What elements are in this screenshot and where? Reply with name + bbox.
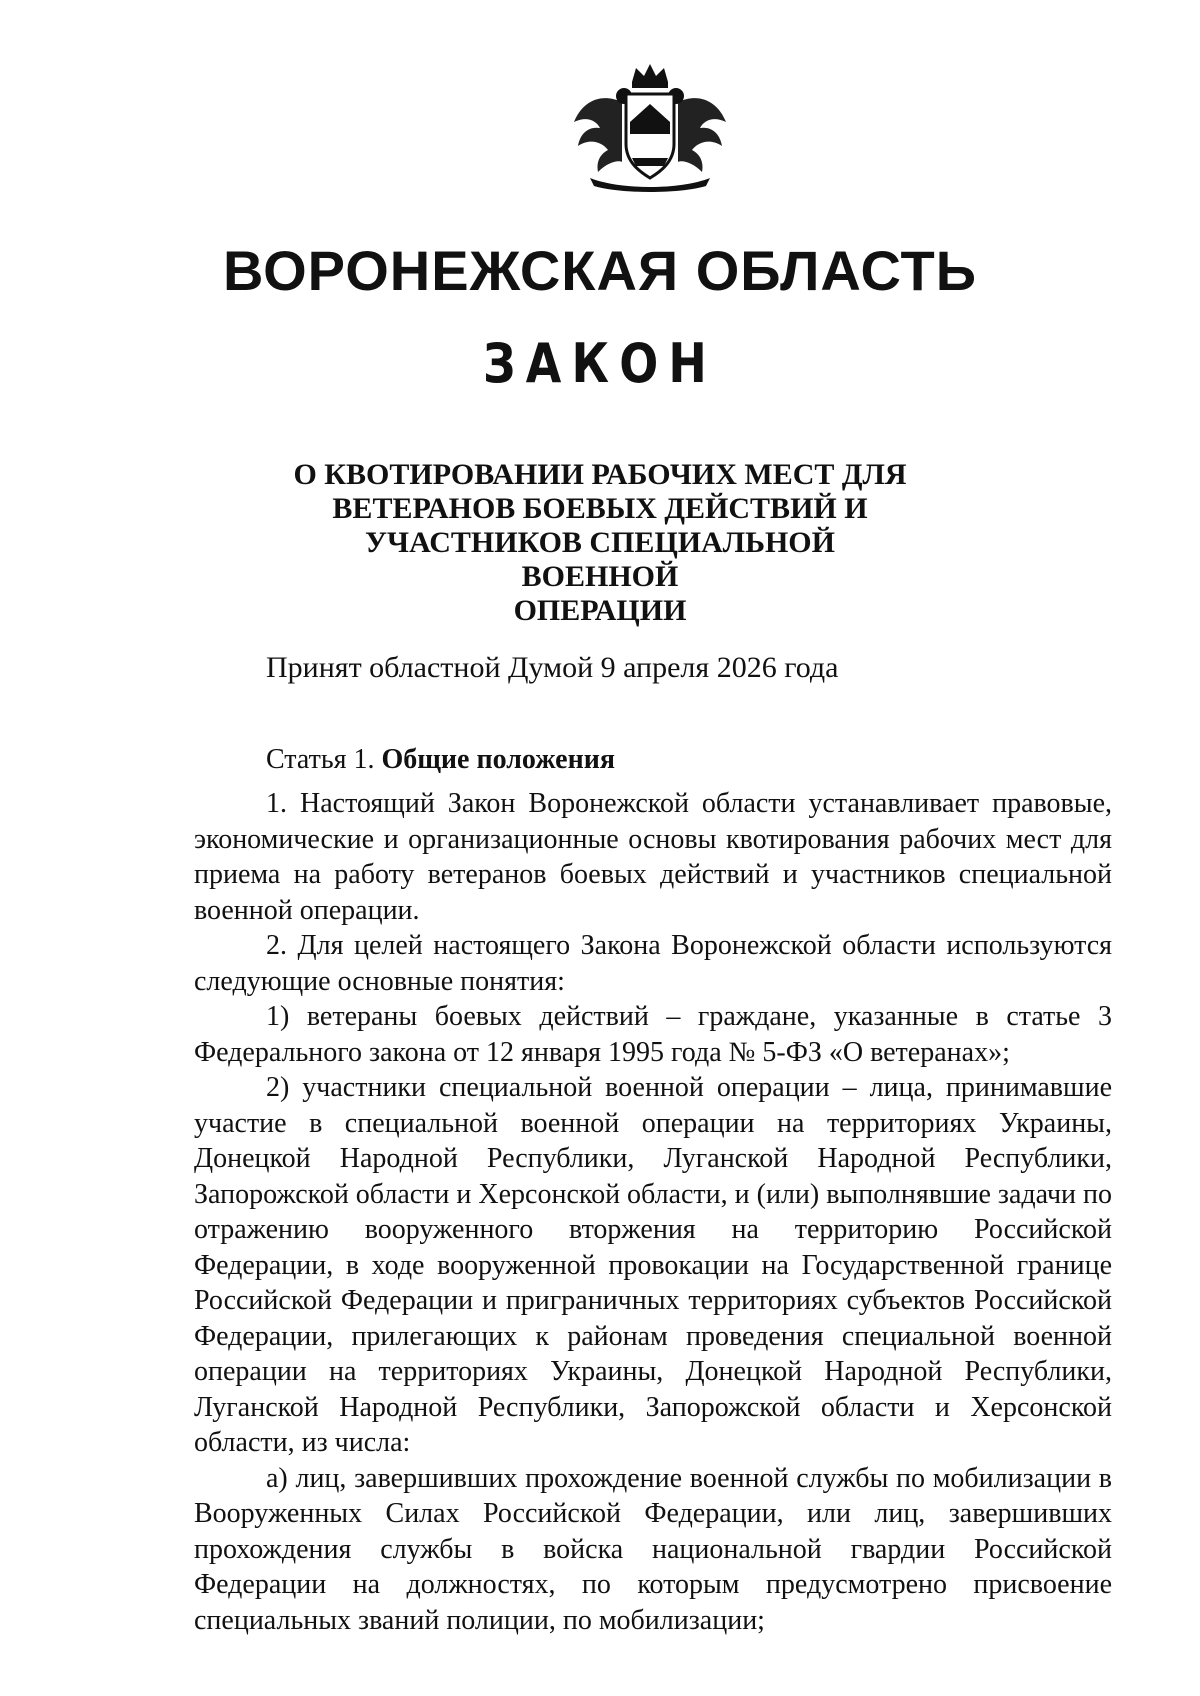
title-line: О КВОТИРОВАНИИ РАБОЧИХ МЕСТ ДЛЯ: [293, 458, 907, 491]
title-line: ОПЕРАЦИИ: [513, 594, 687, 627]
article-heading: [266, 742, 615, 778]
coat-of-arms-icon: [560, 62, 740, 192]
article-label: Статья 1.: [266, 744, 375, 775]
paragraph: 2) участники специальной военной операции – лица, принимавшие участие в специальной военной операции на территориях Украины, Донецкой Народной Республики, Луганской Народной Республики, Запорожской области и Херсонской области, и (или) выполнявшие задачи по отражению вооруженного вторжения на территорию Российской Федерации, в ходе вооруженной провокации на Государственной границе Российской Федерации и приграничных территориях субъектов Российской Федерации, прилегающих к районам проведения специальной военной операции на территориях Украины, Донецкой Народной Республики, Луганской Народной Республики, Запорожской области и Херсонской области, из числа:: [194, 1072, 1112, 1458]
law-title: [290, 458, 910, 628]
paragraph: 1. Настоящий Закон Воронежской области устанавливает правовые, экономические и организационные основы квотирования рабочих мест для приема на работу ветеранов боевых действий и участников специальной военной операции.: [194, 788, 1112, 926]
title-line: УЧАСТНИКОВ СПЕЦИАЛЬНОЙ ВОЕННОЙ: [365, 526, 835, 593]
paragraph: а) лиц, завершивших прохождение военной службы по мобилизации в Вооруженных Силах Российской Федерации, или лиц, завершивших прохождения службы в войска национальной гвардии Российской Федерации на должностях, по которым предусмотрено присвоение специальных званий полиции, по мобилизации;: [194, 1462, 1112, 1636]
paragraph: 1) ветераны боевых действий – граждане, указанные в статье 3 Федерального закона от 12 января 1995 года № 5-ФЗ «О ветеранах»;: [194, 1001, 1112, 1068]
paragraph: 2. Для целей настоящего Закона Воронежской области используются следующие основные понятия:: [194, 930, 1112, 997]
article-body: [194, 786, 1112, 1638]
article-title: Общие положения: [381, 744, 616, 775]
region-name: ВОРОНЕЖСКАЯ ОБЛАСТЬ: [223, 239, 977, 302]
adoption-date: Принят областной Думой 9 апреля 2026 года: [266, 651, 839, 684]
document-type: ЗАКОН: [482, 332, 718, 395]
title-line: ВЕТЕРАНОВ БОЕВЫХ ДЕЙСТВИЙ И: [332, 492, 868, 525]
